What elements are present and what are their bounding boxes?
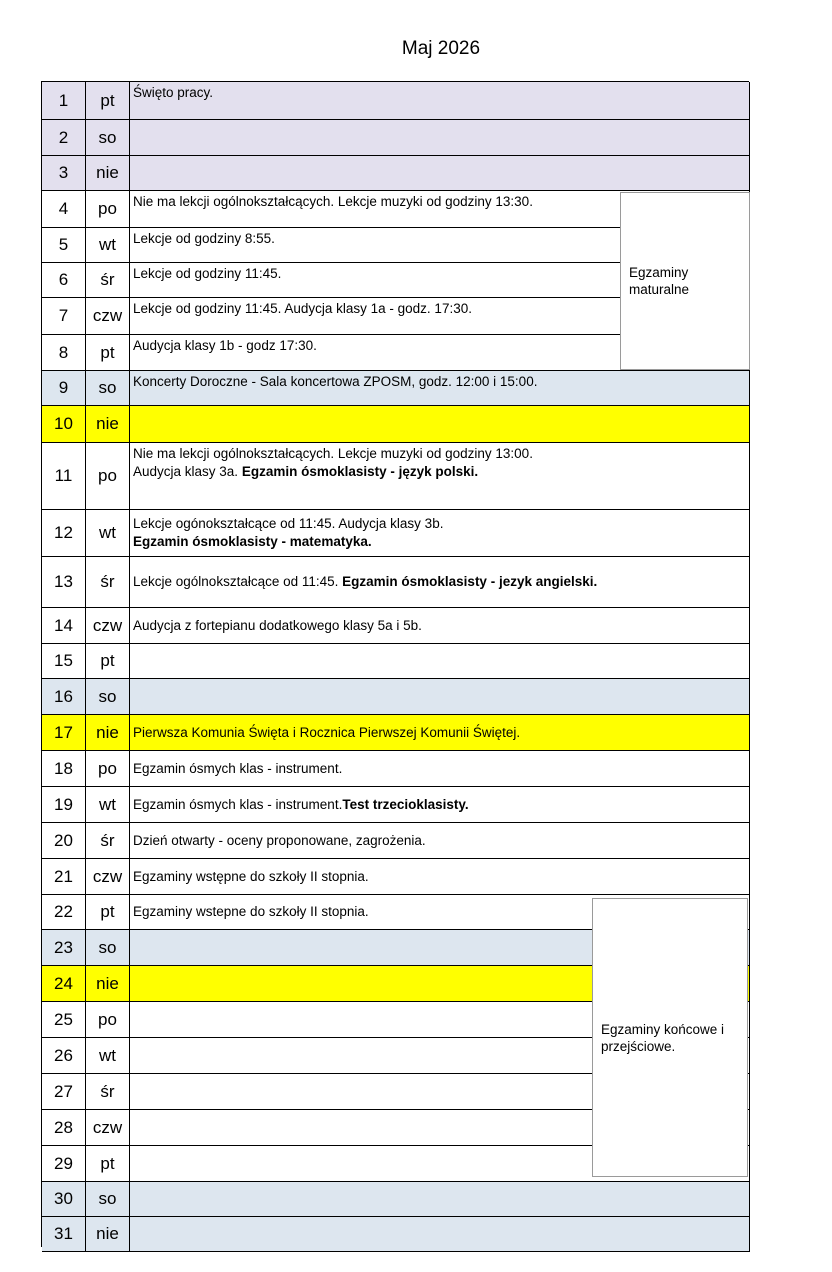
calendar-row — [42, 608, 750, 644]
calendar-row — [42, 371, 750, 406]
day-number: 13 — [42, 557, 86, 607]
day-number: 14 — [42, 608, 86, 643]
weekday: pt — [86, 895, 130, 929]
day-number: 6 — [42, 263, 86, 297]
calendar-row — [42, 1217, 750, 1252]
weekday: nie — [86, 715, 130, 750]
weekday: so — [86, 930, 130, 965]
day-number: 12 — [42, 510, 86, 556]
day-number: 19 — [42, 787, 86, 822]
calendar-row — [42, 1182, 750, 1217]
weekday: śr — [86, 1074, 130, 1109]
day-number: 5 — [42, 228, 86, 262]
event-text — [131, 510, 749, 556]
weekday: po — [86, 751, 130, 786]
weekday: so — [86, 1182, 130, 1216]
day-number: 7 — [42, 298, 86, 334]
weekday: wt — [86, 1038, 130, 1073]
calendar-row — [42, 679, 750, 715]
event-text — [131, 859, 749, 894]
event-plain: Święto pracy. — [133, 85, 214, 100]
weekday: wt — [86, 510, 130, 556]
weekday: nie — [86, 1217, 130, 1251]
weekday: czw — [86, 298, 130, 334]
event-plain: Lekcje od godziny 8:55. — [133, 231, 275, 246]
day-number: 30 — [42, 1182, 86, 1216]
weekday: pt — [86, 335, 130, 370]
event-plain: Egzaminy wstepne do szkoły II stopnia. — [133, 904, 369, 919]
event-plain: Egzamin ósmych klas - instrument. — [133, 796, 343, 812]
event-plain: Lekcje ogónokształcące od 11:45. Audycja klasy 3b. — [133, 516, 444, 531]
event-text — [131, 644, 749, 678]
event-text — [131, 679, 749, 714]
event-text — [131, 823, 749, 858]
day-number: 9 — [42, 371, 86, 405]
event-text — [131, 751, 749, 786]
event-plain: Audycja klasy 1b - godz 17:30. — [133, 338, 317, 353]
event-text — [131, 120, 749, 155]
day-number: 28 — [42, 1110, 86, 1145]
event-text — [131, 371, 749, 405]
event-text — [131, 557, 749, 607]
event-plain: Lekcje ogólnokształcące od 11:45. — [133, 574, 343, 589]
calendar-row — [42, 82, 750, 120]
weekday: pt — [86, 82, 130, 119]
event-text — [131, 715, 749, 750]
weekday: so — [86, 120, 130, 155]
day-number: 25 — [42, 1002, 86, 1037]
day-number: 15 — [42, 644, 86, 678]
event-text — [131, 1217, 749, 1251]
calendar-row — [42, 156, 750, 191]
calendar-row — [42, 120, 750, 156]
weekday: czw — [86, 608, 130, 643]
weekday: wt — [86, 787, 130, 822]
event-text — [131, 787, 749, 822]
calendar-row — [42, 510, 750, 557]
calendar-row — [42, 859, 750, 895]
day-number: 4 — [42, 191, 86, 227]
note-final-text: Egzaminy końcowe i przejściowe. — [601, 1021, 725, 1054]
note-matura-text: Egzaminy maturalne — [629, 265, 690, 297]
day-number: 22 — [42, 895, 86, 929]
day-number: 23 — [42, 930, 86, 965]
weekday: wt — [86, 228, 130, 262]
weekday: śr — [86, 823, 130, 858]
event-text — [131, 156, 749, 190]
weekday: czw — [86, 859, 130, 894]
day-number: 29 — [42, 1146, 86, 1181]
day-number: 1 — [42, 82, 86, 119]
event-bold: Egzamin ósmoklasisty - matematyka. — [133, 534, 372, 549]
weekday: pt — [86, 644, 130, 678]
event-bold: Egzamin ósmoklasisty - jezyk angielski. — [342, 574, 598, 589]
event-plain: Nie ma lekcji ogólnokształcących. Lekcje muzyki od godziny 13:00. Audycja klasy 3a. — [133, 446, 533, 479]
calendar-row — [42, 644, 750, 679]
weekday: po — [86, 443, 130, 509]
weekday: nie — [86, 156, 130, 190]
weekday: czw — [86, 1110, 130, 1145]
day-number: 8 — [42, 335, 86, 370]
event-plain: Audycja z fortepianu dodatkowego klasy 5a i 5b. — [133, 617, 422, 633]
calendar-row — [42, 443, 750, 510]
weekday: nie — [86, 966, 130, 1001]
weekday: so — [86, 679, 130, 714]
note-final-exams — [592, 898, 748, 1177]
day-number: 26 — [42, 1038, 86, 1073]
event-plain: Lekcje od godziny 11:45. — [133, 266, 282, 281]
calendar-row — [42, 823, 750, 859]
day-number: 27 — [42, 1074, 86, 1109]
page-title: Maj 2026 — [401, 38, 481, 59]
day-number: 18 — [42, 751, 86, 786]
note-matura-exams — [620, 192, 750, 370]
event-bold: Egzamin ósmoklasisty - język polski. — [241, 464, 479, 479]
event-text — [131, 443, 749, 509]
event-plain: Lekcje od godziny 11:45. Audycja klasy 1a - godz. 17:30. — [133, 301, 472, 316]
calendar-row — [42, 787, 750, 823]
weekday: so — [86, 371, 130, 405]
day-number: 2 — [42, 120, 86, 155]
day-number: 24 — [42, 966, 86, 1001]
weekday: po — [86, 1002, 130, 1037]
event-plain: Egzamin ósmych klas - instrument. — [133, 760, 343, 776]
event-bold: Test trzecioklasisty. — [342, 796, 469, 812]
day-number: 10 — [42, 406, 86, 442]
event-plain: Koncerty Doroczne - Sala koncertowa ZPOSM, godz. 12:00 i 15:00. — [133, 374, 538, 389]
day-number: 11 — [42, 443, 86, 509]
weekday: śr — [86, 263, 130, 297]
weekday: pt — [86, 1146, 130, 1181]
day-number: 20 — [42, 823, 86, 858]
event-plain: Dzień otwarty - oceny proponowane, zagrożenia. — [133, 832, 426, 848]
event-plain: Nie ma lekcji ogólnokształcących. Lekcje muzyki od godziny 13:30. — [133, 194, 533, 209]
calendar-row — [42, 557, 750, 608]
calendar-row — [42, 715, 750, 751]
day-number: 31 — [42, 1217, 86, 1251]
weekday: po — [86, 191, 130, 227]
event-text — [131, 1182, 749, 1216]
weekday: nie — [86, 406, 130, 442]
day-number: 3 — [42, 156, 86, 190]
event-text — [131, 608, 749, 643]
event-text — [131, 406, 749, 442]
day-number: 16 — [42, 679, 86, 714]
event-plain: Pierwsza Komunia Święta i Rocznica Pierwszej Komunii Świętej. — [133, 724, 521, 740]
day-number: 21 — [42, 859, 86, 894]
weekday: śr — [86, 557, 130, 607]
calendar-row — [42, 406, 750, 443]
event-plain: Egzaminy wstępne do szkoły II stopnia. — [133, 868, 369, 884]
calendar-row — [42, 751, 750, 787]
day-number: 17 — [42, 715, 86, 750]
event-text — [131, 82, 749, 119]
